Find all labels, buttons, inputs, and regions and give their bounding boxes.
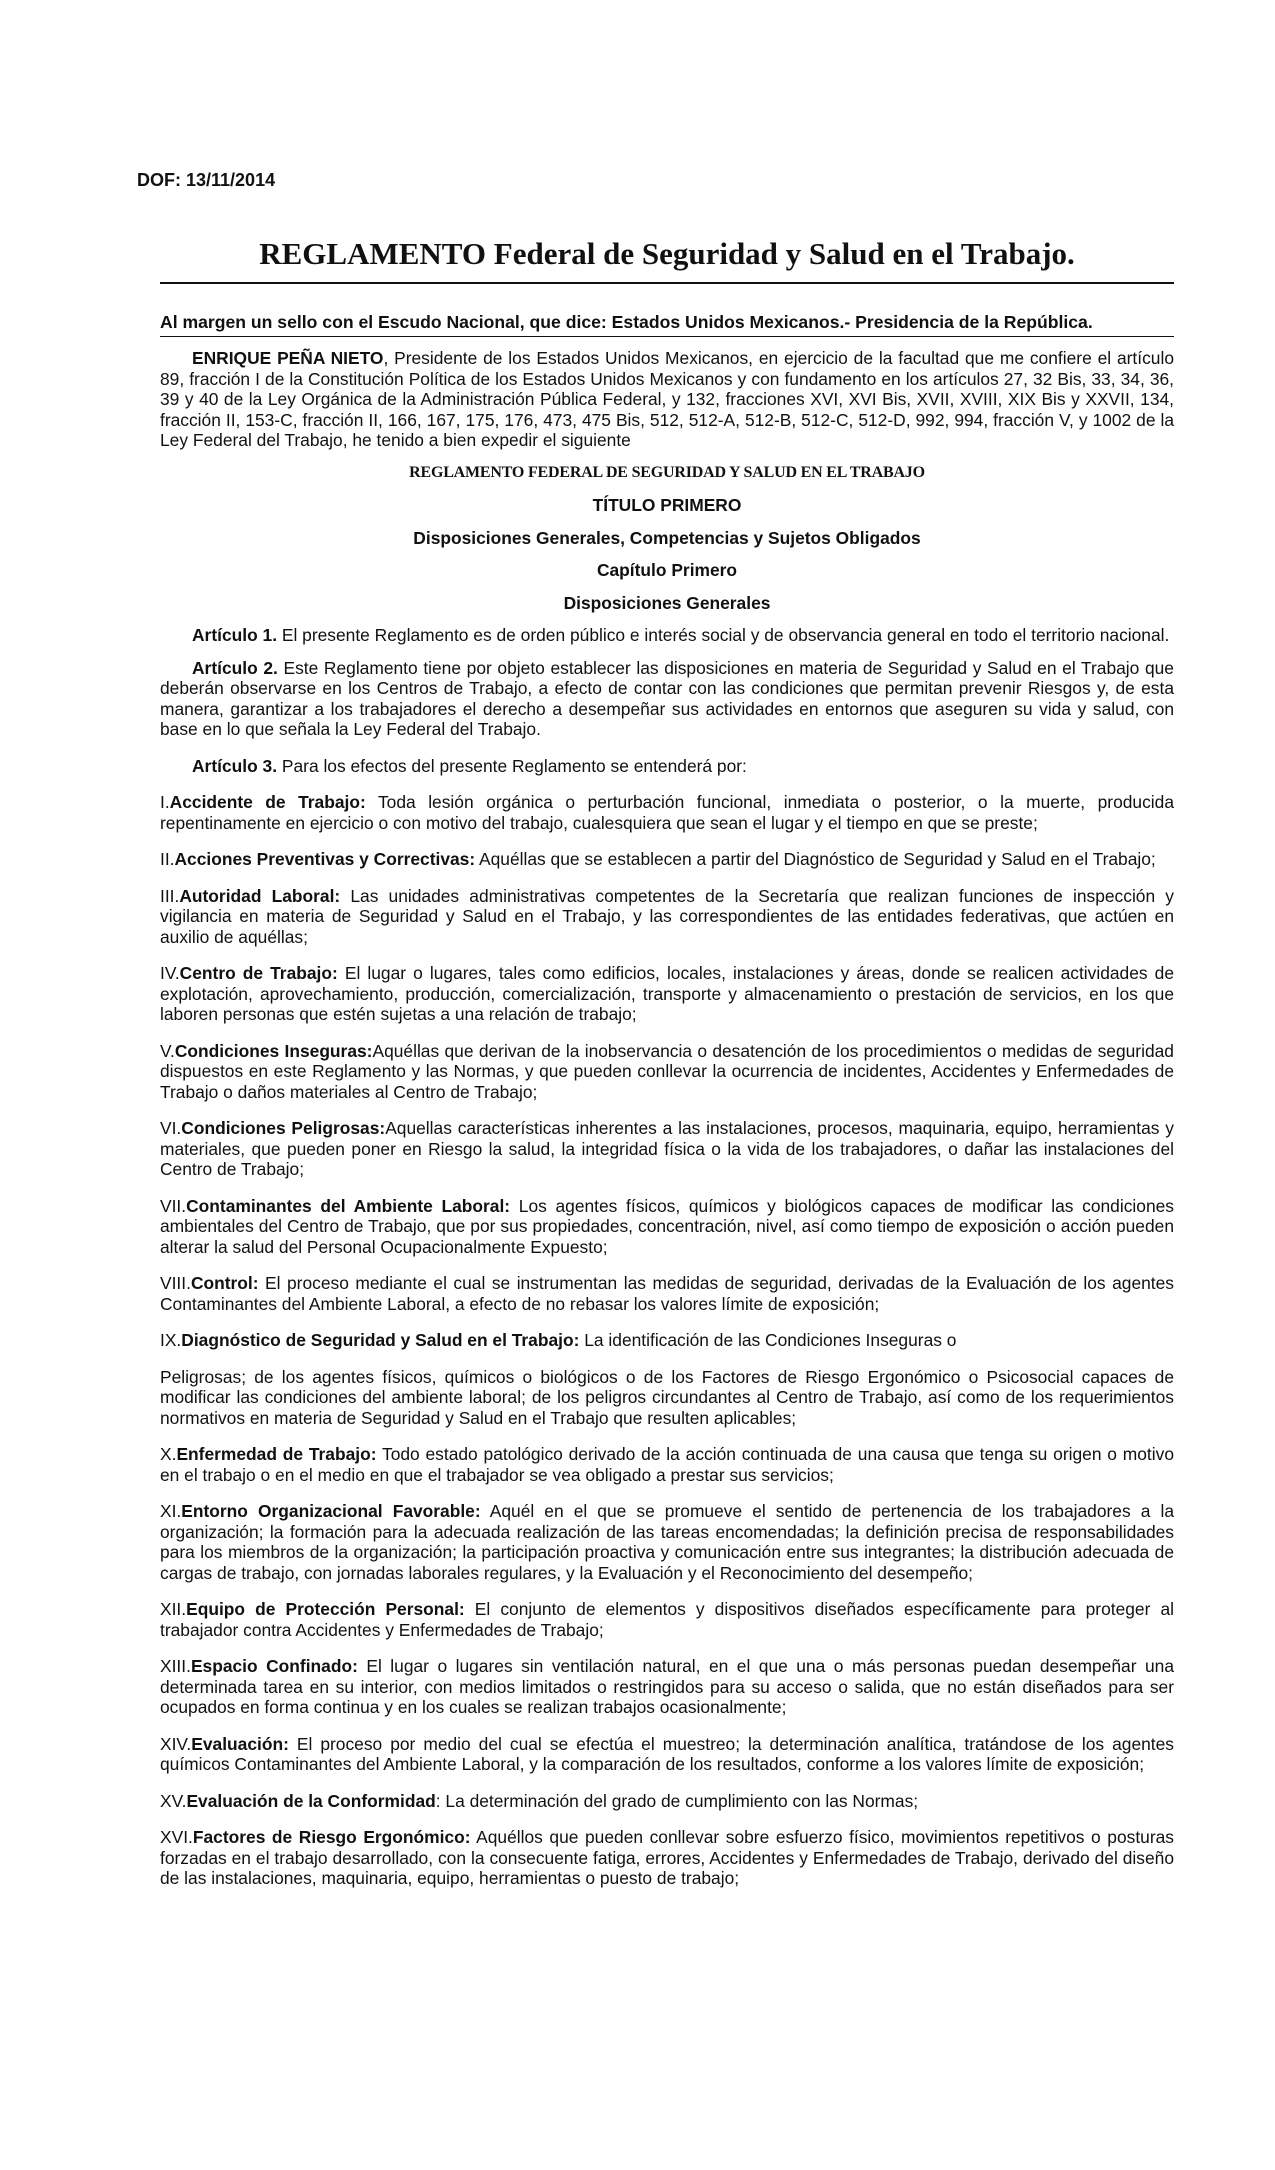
- definition-num: V.: [160, 1040, 175, 1061]
- definition-text: Aquellas características inherentes a las instalaciones, procesos, maquinaria, equipo, herramientas y materiales, que pueden poner en Riesgo la salud, la integridad física o la vida de los trabajadores, o dañar las instalaciones del Centro de Trabajo;: [160, 1118, 1174, 1179]
- definition-text: Peligrosas; de los agentes físicos, químicos o biológicos o de los Factores de Riesgo Ergonómico o Psicosocial capaces de modificar las condiciones del ambiente laboral; de los peligros circundantes al Centro de Trabajo, así como de los requerimientos normativos en materia de Seguridad y Salud en el Trabajo que resulten aplicables;: [160, 1366, 1174, 1428]
- definition-num: I.: [160, 792, 170, 812]
- definition-text: Los agentes físicos, químicos y biológicos capaces de modificar las condiciones ambientales del Centro de Trabajo, que por sus propiedades, concentración, nivel, así como tiempo de exposición o acción pueden alterar la salud del Personal Ocupacionalmente Expuesto;: [160, 1195, 1174, 1257]
- definition-item: [160, 1273, 1174, 1314]
- article-label: Artículo 2.: [192, 657, 278, 678]
- capitulo-heading: Capítulo Primero: [596, 560, 738, 580]
- definition-text: Aquéllos que pueden conllevar sobre esfuerzo físico, movimientos repetitivos o posturas forzadas en el trabajo desarrollado, con la consecuente fatiga, errores, Accidentes y Enfermedades de Trabajo, derivado del diseño de las instalaciones, maquinaria, equipo, herramientas o puesto de trabajo;: [160, 1827, 1174, 1888]
- definition-item: [160, 1330, 1174, 1351]
- definition-text: La identificación de las Condiciones Inseguras o: [579, 1330, 957, 1350]
- definition-num: IV.: [160, 963, 180, 983]
- definition-item: [160, 1444, 1174, 1485]
- definitions-list: [160, 792, 1174, 1889]
- definition-item: [160, 1501, 1174, 1583]
- definition-term: Centro de Trabajo:: [179, 963, 338, 983]
- dof-date: DOF: 13/11/2014: [137, 170, 276, 190]
- definition-term: Accidente de Trabajo:: [169, 792, 366, 812]
- definition-term: Espacio Confinado:: [190, 1656, 358, 1676]
- definition-num: IX.: [160, 1330, 182, 1350]
- definition-term: Entorno Organizacional Favorable:: [181, 1501, 481, 1521]
- definition-item: [160, 1656, 1174, 1718]
- definition-item: [160, 1118, 1174, 1180]
- definition-item: [160, 886, 1174, 948]
- definition-text: Todo estado patológico derivado de la acción continuada de una causa que tenga su origen o motivo en el trabajo o en el medio en que el trabajador se vea obligado a prestar sus servicios;: [160, 1444, 1174, 1485]
- definition-item: [160, 1791, 1174, 1812]
- definition-term: Factores de Riesgo Ergonómico:: [192, 1827, 471, 1847]
- definition-num: X.: [160, 1444, 177, 1464]
- definition-num: III.: [160, 885, 180, 906]
- definition-num: XII.: [160, 1599, 187, 1619]
- reglamento-heading: REGLAMENTO FEDERAL DE SEGURIDAD Y SALUD EN EL TRABAJO: [409, 463, 925, 481]
- definition-num: XVI.: [160, 1827, 193, 1847]
- definition-term: Condiciones Peligrosas:: [181, 1118, 386, 1138]
- definition-item: [160, 849, 1174, 870]
- definition-item: [160, 1599, 1174, 1640]
- definition-text: El lugar o lugares, tales como edificios, locales, instalaciones y áreas, donde se realicen actividades de explotación, aprovechamiento, producción, comercialización, transporte y almacenamiento o prestación de servicios, en los que laboren personas que estén sujetas a una relación de trabajo;: [160, 963, 1174, 1024]
- definition-term: Evaluación de la Conformidad: [186, 1790, 436, 1811]
- document-title: REGLAMENTO Federal de Seguridad y Salud en el Trabajo.: [259, 236, 1075, 271]
- title-rule: [160, 282, 1174, 284]
- titulo-heading: TÍTULO PRIMERO: [592, 495, 742, 515]
- margin-note: Al margen un sello con el Escudo Nacional, que dice: Estados Unidos Mexicanos.- Presidencia de la República.: [160, 312, 1093, 332]
- definition-term: Equipo de Protección Personal:: [186, 1599, 465, 1619]
- margin-note-rule: [160, 336, 1174, 337]
- document-body: [160, 342, 1174, 1889]
- article-3: [160, 756, 1174, 777]
- definition-item: [160, 1734, 1174, 1775]
- article-1: [160, 625, 1174, 646]
- article-text: Este Reglamento tiene por objeto establecer las disposiciones en materia de Seguridad y Salud en el Trabajo que deberán observarse en los Centros de Trabajo, a efecto de contar con las condiciones que permitan prevenir Riesgos y, de esta manera, garantizar a los trabajadores el derecho a desempeñar sus actividades en entornos que aseguren su vida y salud, con base en lo que señala la Ley Federal del Trabajo.: [160, 657, 1174, 739]
- definition-term: Diagnóstico de Seguridad y Salud en el Trabajo:: [181, 1330, 580, 1350]
- definition-item: [160, 1827, 1174, 1889]
- definition-item: [160, 792, 1174, 833]
- definition-num: II.: [160, 849, 175, 869]
- definition-num: XV.: [160, 1790, 187, 1811]
- article-2: [160, 658, 1174, 740]
- definition-term: Condiciones Inseguras:: [174, 1040, 373, 1061]
- definition-item: [160, 1041, 1174, 1103]
- definition-item: [160, 1196, 1174, 1258]
- definition-text: Aquél en el que se promueve el sentido de pertenencia de los trabajadores a la organización; la formación para la adecuada realización de las tareas encomendadas; la definición precisa de responsabilidades para los miembros de la organización; la participación proactiva y comunicación entre sus integrantes; la distribución adecuada de cargas de trabajo, con jornadas laborales regulares, y la Evaluación y el Reconocimiento del desempeño;: [160, 1501, 1174, 1583]
- article-text: Para los efectos del presente Reglamento se entenderá por:: [277, 755, 747, 776]
- article-label: Artículo 3.: [192, 755, 278, 776]
- definition-term: Contaminantes del Ambiente Laboral:: [186, 1195, 511, 1216]
- preamble-text: , Presidente de los Estados Unidos Mexicanos, en ejercicio de la facultad que me confiere el artículo 89, fracción I de la Constitución Política de los Estados Unidos Mexicanos y con fundamento en los artículos 27, 32 Bis, 33, 34, 36, 39 y 40 de la Ley Orgánica de la Administración Pública Federal, y 132, fracciones XVI, XVI Bis, XVII, XVIII, XIX Bis y XXVII, 134, fracción II, 153-C, fracción II, 166, 167, 175, 176, 473, 475 Bis, 512, 512-A, 512-B, 512-C, 512-D, 992, 994, fracción V, y 1002 de la Ley Federal del Trabajo, he tenido a bien expedir el siguiente: [160, 348, 1174, 450]
- article-label: Artículo 1.: [192, 625, 278, 645]
- definition-term: Control:: [190, 1273, 259, 1293]
- definition-num: VII.: [160, 1195, 187, 1216]
- definition-term: Evaluación:: [191, 1733, 289, 1754]
- definition-num: VI.: [160, 1118, 182, 1138]
- preamble-name: ENRIQUE PEÑA NIETO: [192, 348, 384, 368]
- definition-num: VIII.: [160, 1273, 191, 1293]
- definition-continuation: [160, 1367, 1174, 1429]
- definition-text: El lugar o lugares sin ventilación natural, en el que una o más personas puedan desempeñar una determinada tarea en su interior, con medios limitados o restringidos para su acceso o salida, que no están diseñados para ser ocupados en forma continua y en los cuales se realizan trabajos ocasionalmente;: [160, 1656, 1174, 1717]
- definition-term: Autoridad Laboral:: [179, 885, 341, 906]
- preamble: [160, 348, 1174, 451]
- definition-text: El proceso mediante el cual se instrumentan las medidas de seguridad, derivadas de la Evaluación de los agentes Contaminantes del Ambiente Laboral, a efecto de no rebasar los valores límite de exposición;: [160, 1273, 1174, 1314]
- capitulo-name-heading: Disposiciones Generales: [563, 592, 771, 613]
- definition-text: Las unidades administrativas competentes de la Secretaría que realizan funciones de inspección y vigilancia en materia de Seguridad y Salud en el Trabajo, y las correspondientes de las entidades federativas, que actúen en auxilio de aquéllas;: [160, 885, 1174, 947]
- titulo-name-heading: Disposiciones Generales, Competencias y Sujetos Obligados: [413, 527, 921, 548]
- definition-num: XIII.: [160, 1656, 191, 1676]
- definition-item: [160, 963, 1174, 1025]
- definition-num: XIV.: [160, 1733, 192, 1754]
- definition-term: Enfermedad de Trabajo:: [176, 1444, 377, 1464]
- article-text: El presente Reglamento es de orden público e interés social y de observancia general en todo el territorio nacional.: [277, 625, 1170, 645]
- definition-text: Aquéllas que derivan de la inobservancia o desatención de los procedimientos o medidas de seguridad dispuestos en este Reglamento y las Normas, y que pueden conllevar la ocurrencia de incidentes, Accidentes y Enfermedades de Trabajo o daños materiales al Centro de Trabajo;: [160, 1040, 1174, 1102]
- definition-text: El proceso por medio del cual se efectúa el muestreo; la determinación analítica, tratándose de los agentes químicos Contaminantes del Ambiente Laboral, y la comparación de los resultados, conforme a los valores límite de exposición;: [160, 1733, 1174, 1774]
- definition-term: Acciones Preventivas y Correctivas:: [174, 849, 476, 869]
- definition-text: Aquéllas que se establecen a partir del Diagnóstico de Seguridad y Salud en el Trabajo;: [475, 849, 1156, 869]
- definition-num: XI.: [160, 1501, 182, 1521]
- definition-text: El conjunto de elementos y dispositivos diseñados específicamente para proteger al trabajador contra Accidentes y Enfermedades de Trabajo;: [160, 1599, 1174, 1640]
- definition-text: : La determinación del grado de cumplimiento con las Normas;: [435, 1790, 919, 1811]
- definition-text: Toda lesión orgánica o perturbación funcional, inmediata o posterior, o la muerte, producida repentinamente en ejercicio o con motivo del trabajo, cualesquiera que sean el lugar y el tiempo en que se preste;: [160, 792, 1174, 833]
